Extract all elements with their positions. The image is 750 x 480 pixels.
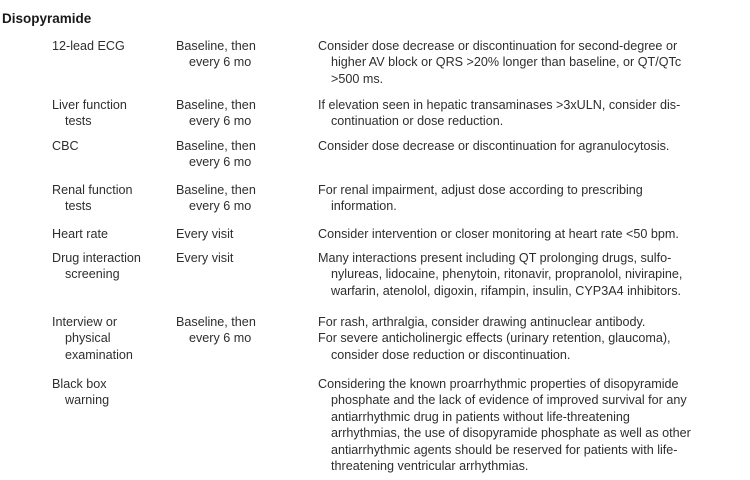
frequency-cell bbox=[176, 97, 316, 130]
test-line: physical bbox=[65, 331, 111, 346]
frequency-cell bbox=[176, 138, 316, 171]
frequency-cell bbox=[176, 250, 316, 266]
frequency-line: Baseline, then bbox=[176, 39, 256, 53]
action-line: continuation or dose reduction. bbox=[331, 114, 504, 129]
frequency-cell bbox=[176, 314, 316, 347]
action-cell bbox=[318, 250, 748, 299]
frequency-line: every 6 mo bbox=[189, 199, 252, 214]
test-line: Renal function bbox=[52, 183, 133, 197]
action-line: Consider intervention or closer monitoring at heart rate <50 bpm. bbox=[318, 227, 679, 241]
test-line: CBC bbox=[52, 139, 79, 153]
test-cell bbox=[52, 138, 170, 154]
action-line: arrhythmias, the use of disopyramide phosphate as well as other bbox=[331, 426, 691, 441]
action-line: For severe anticholinergic effects (urinary retention, glaucoma), bbox=[318, 331, 671, 346]
frequency-line: Baseline, then bbox=[176, 183, 256, 197]
action-line: nylureas, lidocaine, phenytoin, ritonavir, propranolol, nivirapine, bbox=[331, 267, 683, 282]
frequency-line: every 6 mo bbox=[189, 114, 252, 129]
action-line: warfarin, atenolol, digoxin, rifampin, insulin, CYP3A4 inhibitors. bbox=[331, 283, 681, 298]
action-line: Considering the known proarrhythmic properties of disopyramide bbox=[318, 377, 679, 391]
frequency-cell bbox=[176, 38, 316, 71]
action-line: consider dose reduction or discontinuation. bbox=[331, 347, 571, 362]
action-line: Consider dose decrease or discontinuation for second-degree or bbox=[318, 39, 678, 53]
action-cell bbox=[318, 182, 748, 215]
action-line: phosphate and the lack of evidence of improved survival for any bbox=[331, 393, 687, 408]
action-line: If elevation seen in hepatic transaminases >3xULN, consider dis- bbox=[318, 98, 681, 112]
test-line: Interview or bbox=[52, 315, 118, 329]
frequency-cell bbox=[176, 182, 316, 215]
test-cell bbox=[52, 226, 170, 242]
page-title: Disopyramide bbox=[2, 11, 92, 26]
action-line: Many interactions present including QT prolonging drugs, sulfo- bbox=[318, 251, 672, 265]
action-cell bbox=[318, 38, 748, 87]
frequency-line: every 6 mo bbox=[189, 55, 252, 70]
test-line: 12-lead ECG bbox=[52, 39, 125, 53]
action-cell bbox=[318, 314, 748, 363]
frequency-line: Baseline, then bbox=[176, 139, 256, 153]
test-line: warning bbox=[65, 393, 110, 408]
test-line: Liver function bbox=[52, 98, 127, 112]
frequency-line: every 6 mo bbox=[189, 155, 252, 170]
frequency-line: Baseline, then bbox=[176, 315, 256, 329]
test-cell bbox=[52, 314, 170, 363]
frequency-line: Every visit bbox=[176, 251, 234, 265]
frequency-line: Every visit bbox=[176, 227, 234, 241]
test-line: Heart rate bbox=[52, 227, 108, 241]
test-line: tests bbox=[65, 114, 92, 129]
action-cell bbox=[318, 97, 748, 130]
action-cell bbox=[318, 226, 748, 242]
frequency-line: Baseline, then bbox=[176, 98, 256, 112]
action-line: antiarrhythmic drug in patients without life-threatening bbox=[331, 409, 630, 424]
action-line: >500 ms. bbox=[331, 71, 384, 86]
action-cell bbox=[318, 376, 748, 474]
frequency-line: every 6 mo bbox=[189, 331, 252, 346]
test-cell bbox=[52, 38, 170, 54]
test-cell bbox=[52, 250, 170, 283]
test-cell bbox=[52, 97, 170, 130]
action-cell bbox=[318, 138, 748, 154]
test-line: Drug interaction bbox=[52, 251, 141, 265]
test-line: Black box bbox=[52, 377, 107, 391]
action-line: higher AV block or QRS >20% longer than baseline, or QT/QTc bbox=[331, 55, 682, 70]
test-cell bbox=[52, 376, 170, 409]
frequency-cell bbox=[176, 226, 316, 242]
test-line: tests bbox=[65, 199, 92, 214]
test-line: screening bbox=[65, 267, 120, 282]
test-cell bbox=[52, 182, 170, 215]
action-line: threatening ventricular arrhythmias. bbox=[331, 459, 529, 474]
action-line: antiarrhythmic agents should be reserved for patients with life- bbox=[331, 442, 678, 457]
test-line: examination bbox=[65, 347, 133, 362]
action-line: For renal impairment, adjust dose according to prescribing bbox=[318, 183, 643, 197]
action-line: Consider dose decrease or discontinuation for agranulocytosis. bbox=[318, 139, 670, 153]
action-line: For rash, arthralgia, consider drawing antinuclear antibody. bbox=[318, 315, 646, 329]
action-line: information. bbox=[331, 199, 397, 214]
